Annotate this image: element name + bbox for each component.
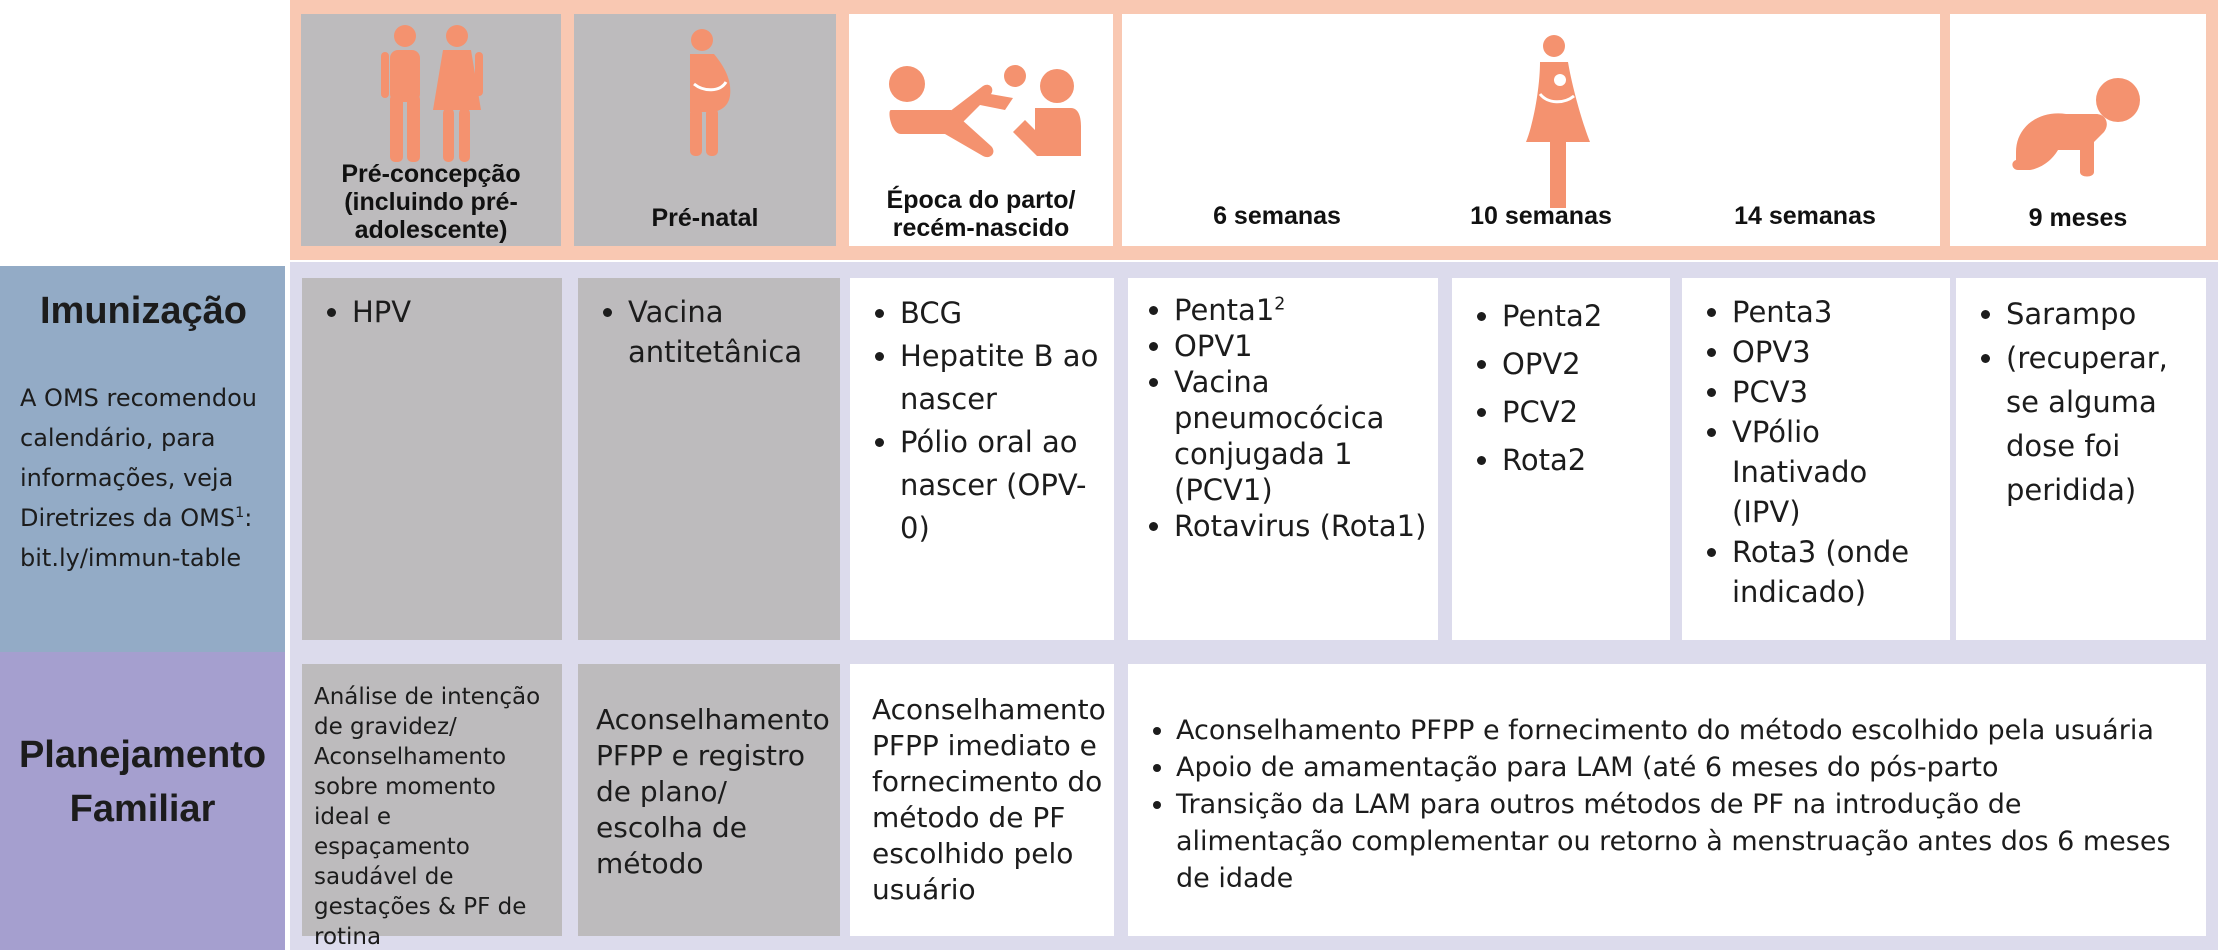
list-item: • PCV3 bbox=[1732, 372, 1940, 412]
imm-week6-cell bbox=[1128, 278, 1438, 640]
header-preconception bbox=[301, 14, 561, 246]
fp-birth-cell: Aconselhamento PFPP imediato e fornecimento do método de PF escolhido pelo usuário bbox=[850, 664, 1114, 936]
footnote-1: 1 bbox=[235, 505, 245, 521]
list-item: • Penta2 bbox=[1502, 292, 1660, 340]
list-item: • Rotavirus (Rota1) bbox=[1174, 508, 1428, 544]
header-prenatal bbox=[574, 14, 836, 246]
list-item: • Penta3 bbox=[1732, 292, 1940, 332]
header-preconception-label: Pré-concepção (incluindo pré- adolescente) bbox=[341, 160, 521, 244]
list-item: • $Penta1^2$ bbox=[1174, 292, 1428, 328]
imm-preconception-cell bbox=[302, 278, 562, 640]
header-week14-label: 14 semanas bbox=[1734, 202, 1876, 230]
list-item: • Aconselhamento PFPP e fornecimento do método escolhido pela usuária bbox=[1176, 712, 2188, 749]
list-item: • VPólio Inativado (IPV) bbox=[1732, 412, 1940, 532]
header-birth bbox=[849, 14, 1113, 246]
pregnant-woman-icon bbox=[670, 28, 740, 158]
imm-week10-cell bbox=[1452, 278, 1670, 640]
header-postpartum-weeks bbox=[1122, 14, 1940, 246]
fp-preconception-cell: Análise de intenção de gravidez/ Aconselhamento sobre momento ideal e espaçamento saudável de gestações & PF de rotina bbox=[302, 664, 562, 936]
list-item: • Vacina antitetânica bbox=[628, 292, 830, 372]
list-item: • Transição da LAM para outros métodos de PF na introdução de alimentação complementar ou retorno à menstruação antes dos 6 meses de idade bbox=[1176, 786, 2188, 897]
family-planning-title: Planejamento Familiar bbox=[18, 734, 267, 830]
list-item: • Apoio de amamentação para LAM (até 6 meses do pós-parto bbox=[1176, 749, 2188, 786]
header-prenatal-label: Pré-natal bbox=[651, 204, 759, 232]
immunization-link[interactable]: bit.ly/immun-table bbox=[20, 544, 242, 572]
imm-prenatal-cell bbox=[578, 278, 840, 640]
list-item: • OPV1 bbox=[1174, 328, 1428, 364]
list-item: • Rota3 (onde indicado) bbox=[1732, 532, 1940, 612]
couple-icon bbox=[377, 24, 487, 164]
crawling-baby-icon bbox=[2012, 78, 2142, 178]
imm-birth-cell bbox=[850, 278, 1114, 640]
woman-holding-baby-icon bbox=[1524, 34, 1590, 210]
list-item: • BCG bbox=[900, 292, 1104, 335]
list-item: • (recuperar, se alguma dose foi peridida) bbox=[2006, 336, 2196, 512]
header-month9 bbox=[1950, 14, 2206, 246]
imm-month9-cell bbox=[1956, 278, 2206, 640]
fp-postpartum-cell bbox=[1128, 664, 2206, 936]
list-item: • Pólio oral ao nascer (OPV-0) bbox=[900, 421, 1104, 550]
list-item: • Sarampo bbox=[2006, 292, 2196, 336]
list-item: • OPV3 bbox=[1732, 332, 1940, 372]
list-item: • PCV2 bbox=[1502, 388, 1660, 436]
footnote-2: 2 bbox=[1274, 294, 1286, 315]
list-item: • Vacina pneumocócica conjugada 1 (PCV1) bbox=[1174, 364, 1428, 508]
immunization-title: Imunização bbox=[40, 290, 247, 332]
list-item: • HPV bbox=[352, 292, 552, 332]
imm-week14-cell bbox=[1682, 278, 1950, 640]
header-week6-label: 6 semanas bbox=[1213, 202, 1341, 230]
header-month9-label: 9 meses bbox=[2028, 204, 2128, 232]
immunization-row-header bbox=[0, 266, 285, 652]
header-week10-label: 10 semanas bbox=[1470, 202, 1612, 230]
list-item: • Rota2 bbox=[1502, 436, 1660, 484]
header-birth-label: Época do parto/ recém-nascido bbox=[886, 186, 1076, 242]
list-item: • OPV2 bbox=[1502, 340, 1660, 388]
mother-newborn-icon bbox=[885, 62, 1081, 162]
fp-prenatal-cell: Aconselhamento PFPP e registro de plano/ escolha de método bbox=[578, 664, 840, 936]
family-planning-row-header bbox=[0, 652, 285, 950]
list-item: • Hepatite B ao nascer bbox=[900, 335, 1104, 421]
immunization-note: A OMS recomendou calendário, para informações, veja Diretrizes da OMS$^1$: bit.ly/immun-table bbox=[20, 378, 282, 578]
